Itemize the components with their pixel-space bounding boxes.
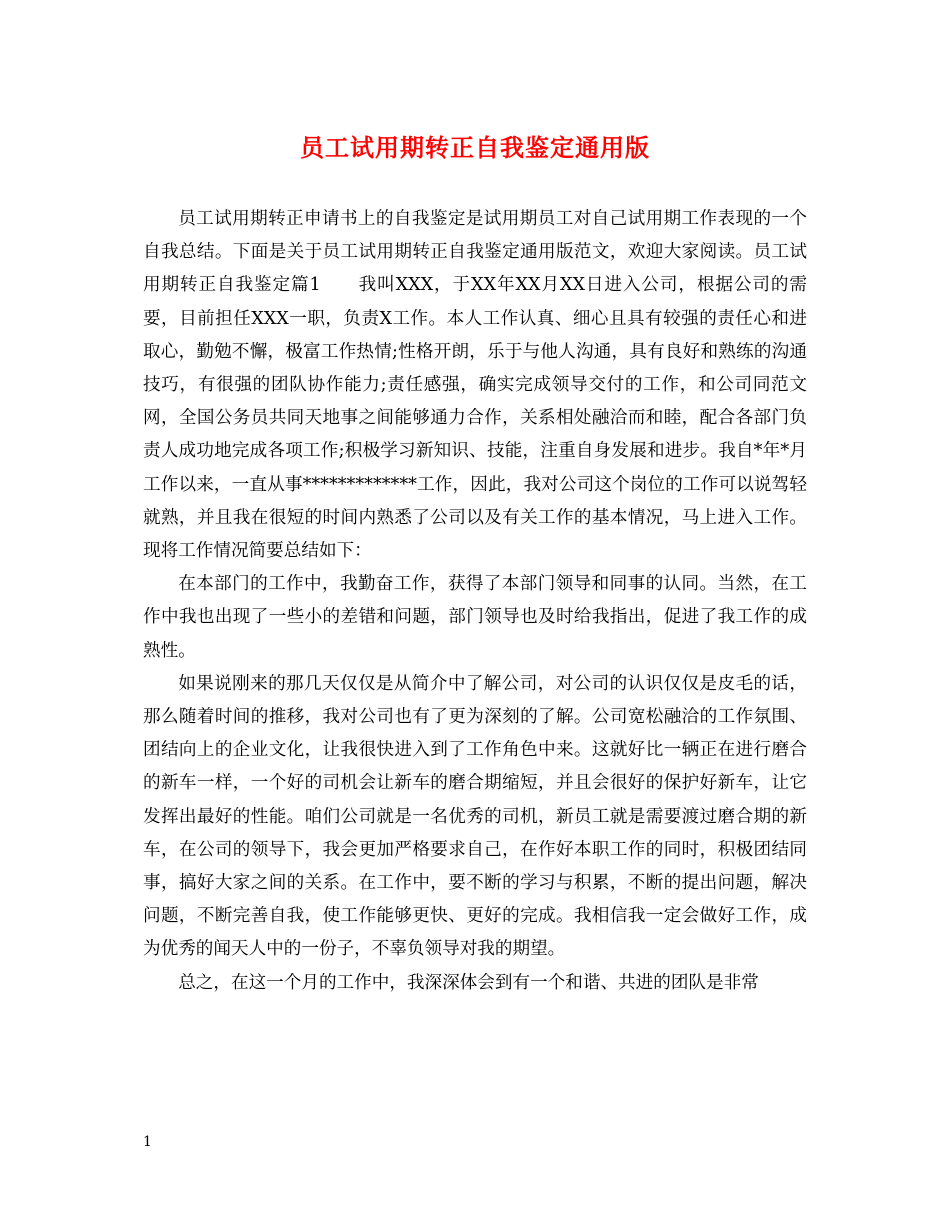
page-number: 1 <box>143 1134 152 1150</box>
document-body <box>143 203 807 1000</box>
paragraph-4: 总之，在这一个月的工作中，我深深体会到有一个和谐、共进的团队是非常 <box>178 972 759 993</box>
paragraph-3: 如果说刚来的那几天仅仅是从简介中了解公司，对公司的认识仅仅是皮毛的话，那么随着时间的推移，我对公司也有了更为深刻的了解。公司宽松融洽的工作氛围、团结向上的企业文化，让我很快进入到了工作角色中来。这就好比一辆正在进行磨合的新车一样，一个好的司机会让新车的磨合期缩短，并且会很好的保护好新车，让它发挥出最好的性能。咱们公司就是一名优秀的司机，新员工就是需要渡过磨合期的新车，在公司的领导下，我会更加严格要求自己，在作好本职工作的同时，积极团结同事，搞好大家之间的关系。在工作中，要不断的学习与积累，不断的提出问题，解决问题，不断完善自我，使工作能够更快、更好的完成。我相信我一定会做好工作，成为优秀的闻天人中的一份子，不辜负领导对我的期望。 <box>143 673 807 960</box>
paragraph-2: 在本部门的工作中，我勤奋工作，获得了本部门领导和同事的认同。当然，在工作中我也出现了一些小的差错和问题，部门领导也及时给我指出，促进了我工作的成熟性。 <box>143 574 807 661</box>
paragraph-1: 员工试用期转正申请书上的自我鉴定是试用期员工对自己试用期工作表现的一个自我总结。下面是关于员工试用期转正自我鉴定通用版范文，欢迎大家阅读。员工试用期转正自我鉴定篇1 我叫XXX，于XX年XX月XX日进入公司，根据公司的需要，目前担任XXX一职，负责X工作。本人工作认真、细心且具有较强的责任心和进取心，勤勉不懈，极富工作热情;性格开朗，乐于与他人沟通，具有良好和熟练的沟通技巧，有很强的团队协作能力;责任感强，确实完成领导交付的工作，和公司同范文网，全国公务员共同天地事之间能够通力合作，关系相处融洽而和睦，配合各部门负责人成功地完成各项工作;积极学习新知识、技能，注重自身发展和进步。我自*年*月工作以来，一直从事*************工作，因此，我对公司这个岗位的工作可以说驾轻就熟，并且我在很短的时间内熟悉了公司以及有关工作的基本情况，马上进入工作。现将工作情况简要总结如下： <box>143 209 807 562</box>
document-title: 员工试用期转正自我鉴定通用版 <box>300 133 650 162</box>
